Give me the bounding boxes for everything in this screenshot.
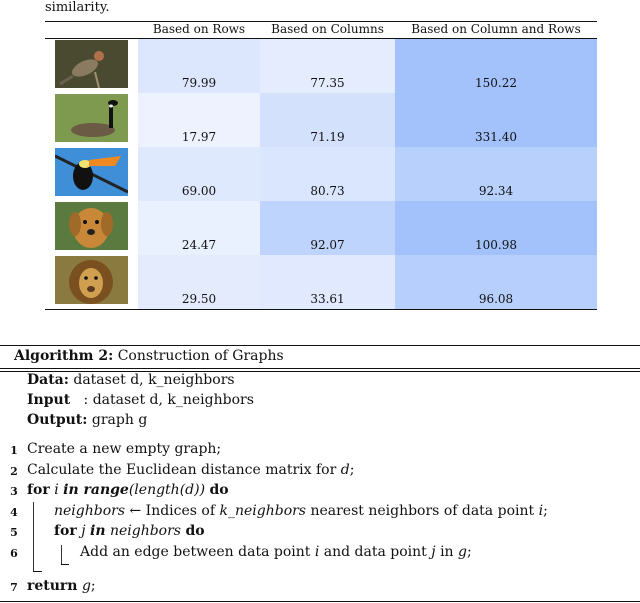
table-cell: 17.97	[138, 93, 260, 147]
output-line	[27, 412, 147, 428]
lion-image	[55, 256, 128, 304]
alg-line-5	[54, 523, 205, 539]
algorithm-title	[14, 348, 284, 364]
table-cell: 92.07	[260, 201, 395, 255]
text: and data point	[323, 544, 427, 560]
table-cell: 92.34	[395, 147, 597, 201]
text: nearest neighbors of data point	[310, 503, 535, 519]
arg: (length(d))	[128, 482, 206, 498]
output-label: Output:	[27, 412, 88, 428]
line-number: 1	[10, 444, 18, 457]
table-cell: 80.73	[260, 147, 395, 201]
alg-line-2: Calculate the Euclidean distance matrix for d;	[27, 462, 355, 478]
table-cell: 77.35	[260, 39, 395, 93]
table-cell: 100.98	[395, 201, 597, 255]
data-line	[27, 372, 235, 388]
table-cell: 69.00	[138, 147, 260, 201]
alg-line-7: return g;	[27, 578, 96, 594]
keyword: for	[54, 523, 77, 539]
input-value: : dataset d, k_neighbors	[83, 392, 254, 408]
line-text: Create a new empty graph;	[27, 441, 222, 457]
alg-line-1	[27, 441, 221, 457]
arrow: ←	[129, 503, 142, 519]
var: j	[431, 544, 436, 560]
var: k_neighbors	[219, 503, 306, 519]
text: Add an edge between data point	[80, 544, 311, 560]
block-bar	[33, 502, 34, 572]
var: g	[458, 544, 467, 560]
bottom-rule	[45, 309, 597, 310]
table-cell: 71.19	[260, 93, 395, 147]
keyword: for	[27, 482, 50, 498]
var: d	[340, 462, 350, 478]
alg-line-6: Add an edge between data point i and data point j in g;	[80, 544, 472, 560]
inner-block-end	[61, 564, 69, 565]
table-cell: 33.61	[260, 255, 395, 309]
keyword: return	[27, 578, 78, 594]
table-cell: 24.47	[138, 201, 260, 255]
data-label: Data:	[27, 372, 69, 388]
goose-image	[55, 94, 128, 142]
alg-bottom-rule	[0, 601, 640, 602]
block-end	[33, 571, 42, 572]
keyword: do	[185, 523, 205, 539]
line-text: Calculate the Euclidean distance matrix for	[27, 462, 341, 478]
var: i	[538, 503, 544, 519]
keyword: in range	[63, 482, 129, 498]
bird-image	[55, 40, 128, 88]
line-number: 6	[10, 547, 18, 560]
line-number: 3	[10, 485, 18, 498]
output-value: graph g	[91, 412, 148, 428]
line-number: 4	[10, 506, 18, 519]
line-number: 5	[10, 526, 18, 539]
alg-title-rule	[0, 368, 640, 369]
line-number: 2	[10, 465, 18, 478]
var: i	[314, 544, 320, 560]
alg-top-rule	[0, 345, 640, 346]
keyword: do	[209, 482, 229, 498]
inner-block-bar	[61, 545, 62, 565]
input-line	[27, 392, 254, 408]
text: in	[440, 544, 454, 560]
header-rows: Based on Rows	[152, 22, 246, 36]
table-cell: 29.50	[138, 255, 260, 309]
alg-line-3	[27, 482, 229, 498]
var: j	[81, 523, 86, 539]
algorithm-name: Construction of Graphs	[117, 348, 284, 364]
var: neighbors	[109, 523, 181, 539]
dog-image	[55, 202, 128, 250]
alg-line-4: neighbors ← Indices of k_neighbors nearest neighbors of data point i;	[54, 503, 548, 519]
keyword: in	[90, 523, 106, 539]
header-column-and-rows: Based on Column and Rows	[411, 22, 581, 36]
data-value: dataset d, k_neighbors	[73, 372, 235, 388]
header-columns: Based on Columns	[271, 22, 384, 36]
var: g	[81, 578, 91, 594]
var: i	[54, 482, 59, 498]
var: neighbors	[54, 503, 126, 519]
toucan-image	[55, 148, 128, 196]
caption-fragment: similarity.	[45, 0, 110, 15]
table-cell: 150.22	[395, 39, 597, 93]
table-cell: 79.99	[138, 39, 260, 93]
text: Indices of	[145, 503, 216, 519]
input-label: Input	[27, 392, 71, 408]
algorithm-number: Algorithm 2:	[14, 348, 114, 364]
table-cell: 96.08	[395, 255, 597, 309]
line-number: 7	[10, 581, 18, 594]
table-cell: 331.40	[395, 93, 597, 147]
